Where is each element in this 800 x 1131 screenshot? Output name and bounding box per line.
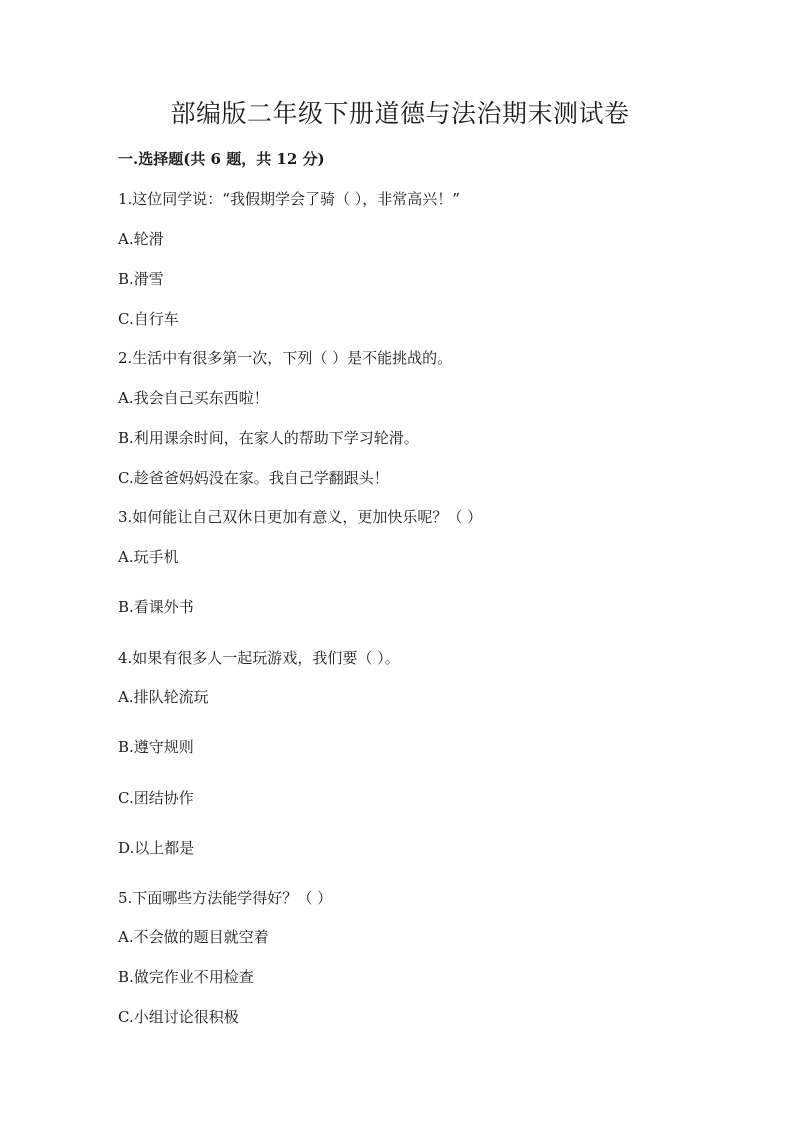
question-1-stem: 1.这位同学说：“我假期学会了骑（ ），非常高兴！” [118, 190, 460, 208]
question-2-option-a: A.我会自己买东西啦！ [118, 389, 269, 407]
question-5-option-b: B.做完作业不用检查 [118, 968, 254, 986]
question-4-option-d: D.以上都是 [118, 839, 195, 857]
question-4-option-a: A.排队轮流玩 [118, 688, 209, 706]
question-1-option-a: A.轮滑 [118, 230, 164, 248]
question-3-option-a: A.玩手机 [118, 548, 179, 566]
question-5-option-a: A.不会做的题目就空着 [118, 928, 269, 946]
question-2-option-c: C.趁爸爸妈妈没在家。我自己学翻跟头！ [118, 469, 389, 487]
question-5-option-c: C.小组讨论很积极 [118, 1008, 239, 1026]
question-4-option-c: C.团结协作 [118, 789, 194, 807]
question-2-option-b: B.利用课余时间，在家人的帮助下学习轮滑。 [118, 429, 419, 447]
question-2-stem: 2.生活中有很多第一次，下列（ ）是不能挑战的。 [118, 349, 453, 367]
question-5-stem: 5.下面哪些方法能学得好？（ ） [118, 889, 333, 907]
question-4-stem: 4.如果有很多人一起玩游戏，我们要（ ）。 [118, 649, 400, 667]
question-4-option-b: B.遵守规则 [118, 738, 194, 756]
section-heading: 一.选择题(共 6 题，共 12 分) [118, 150, 325, 168]
question-3-stem: 3.如何能让自己双休日更加有意义，更加快乐呢？（ ） [118, 508, 483, 526]
question-3-option-b: B.看课外书 [118, 598, 194, 616]
page-title: 部编版二年级下册道德与法治期末测试卷 [170, 99, 630, 128]
question-1-option-b: B.滑雪 [118, 270, 164, 288]
question-1-option-c: C.自行车 [118, 310, 179, 328]
